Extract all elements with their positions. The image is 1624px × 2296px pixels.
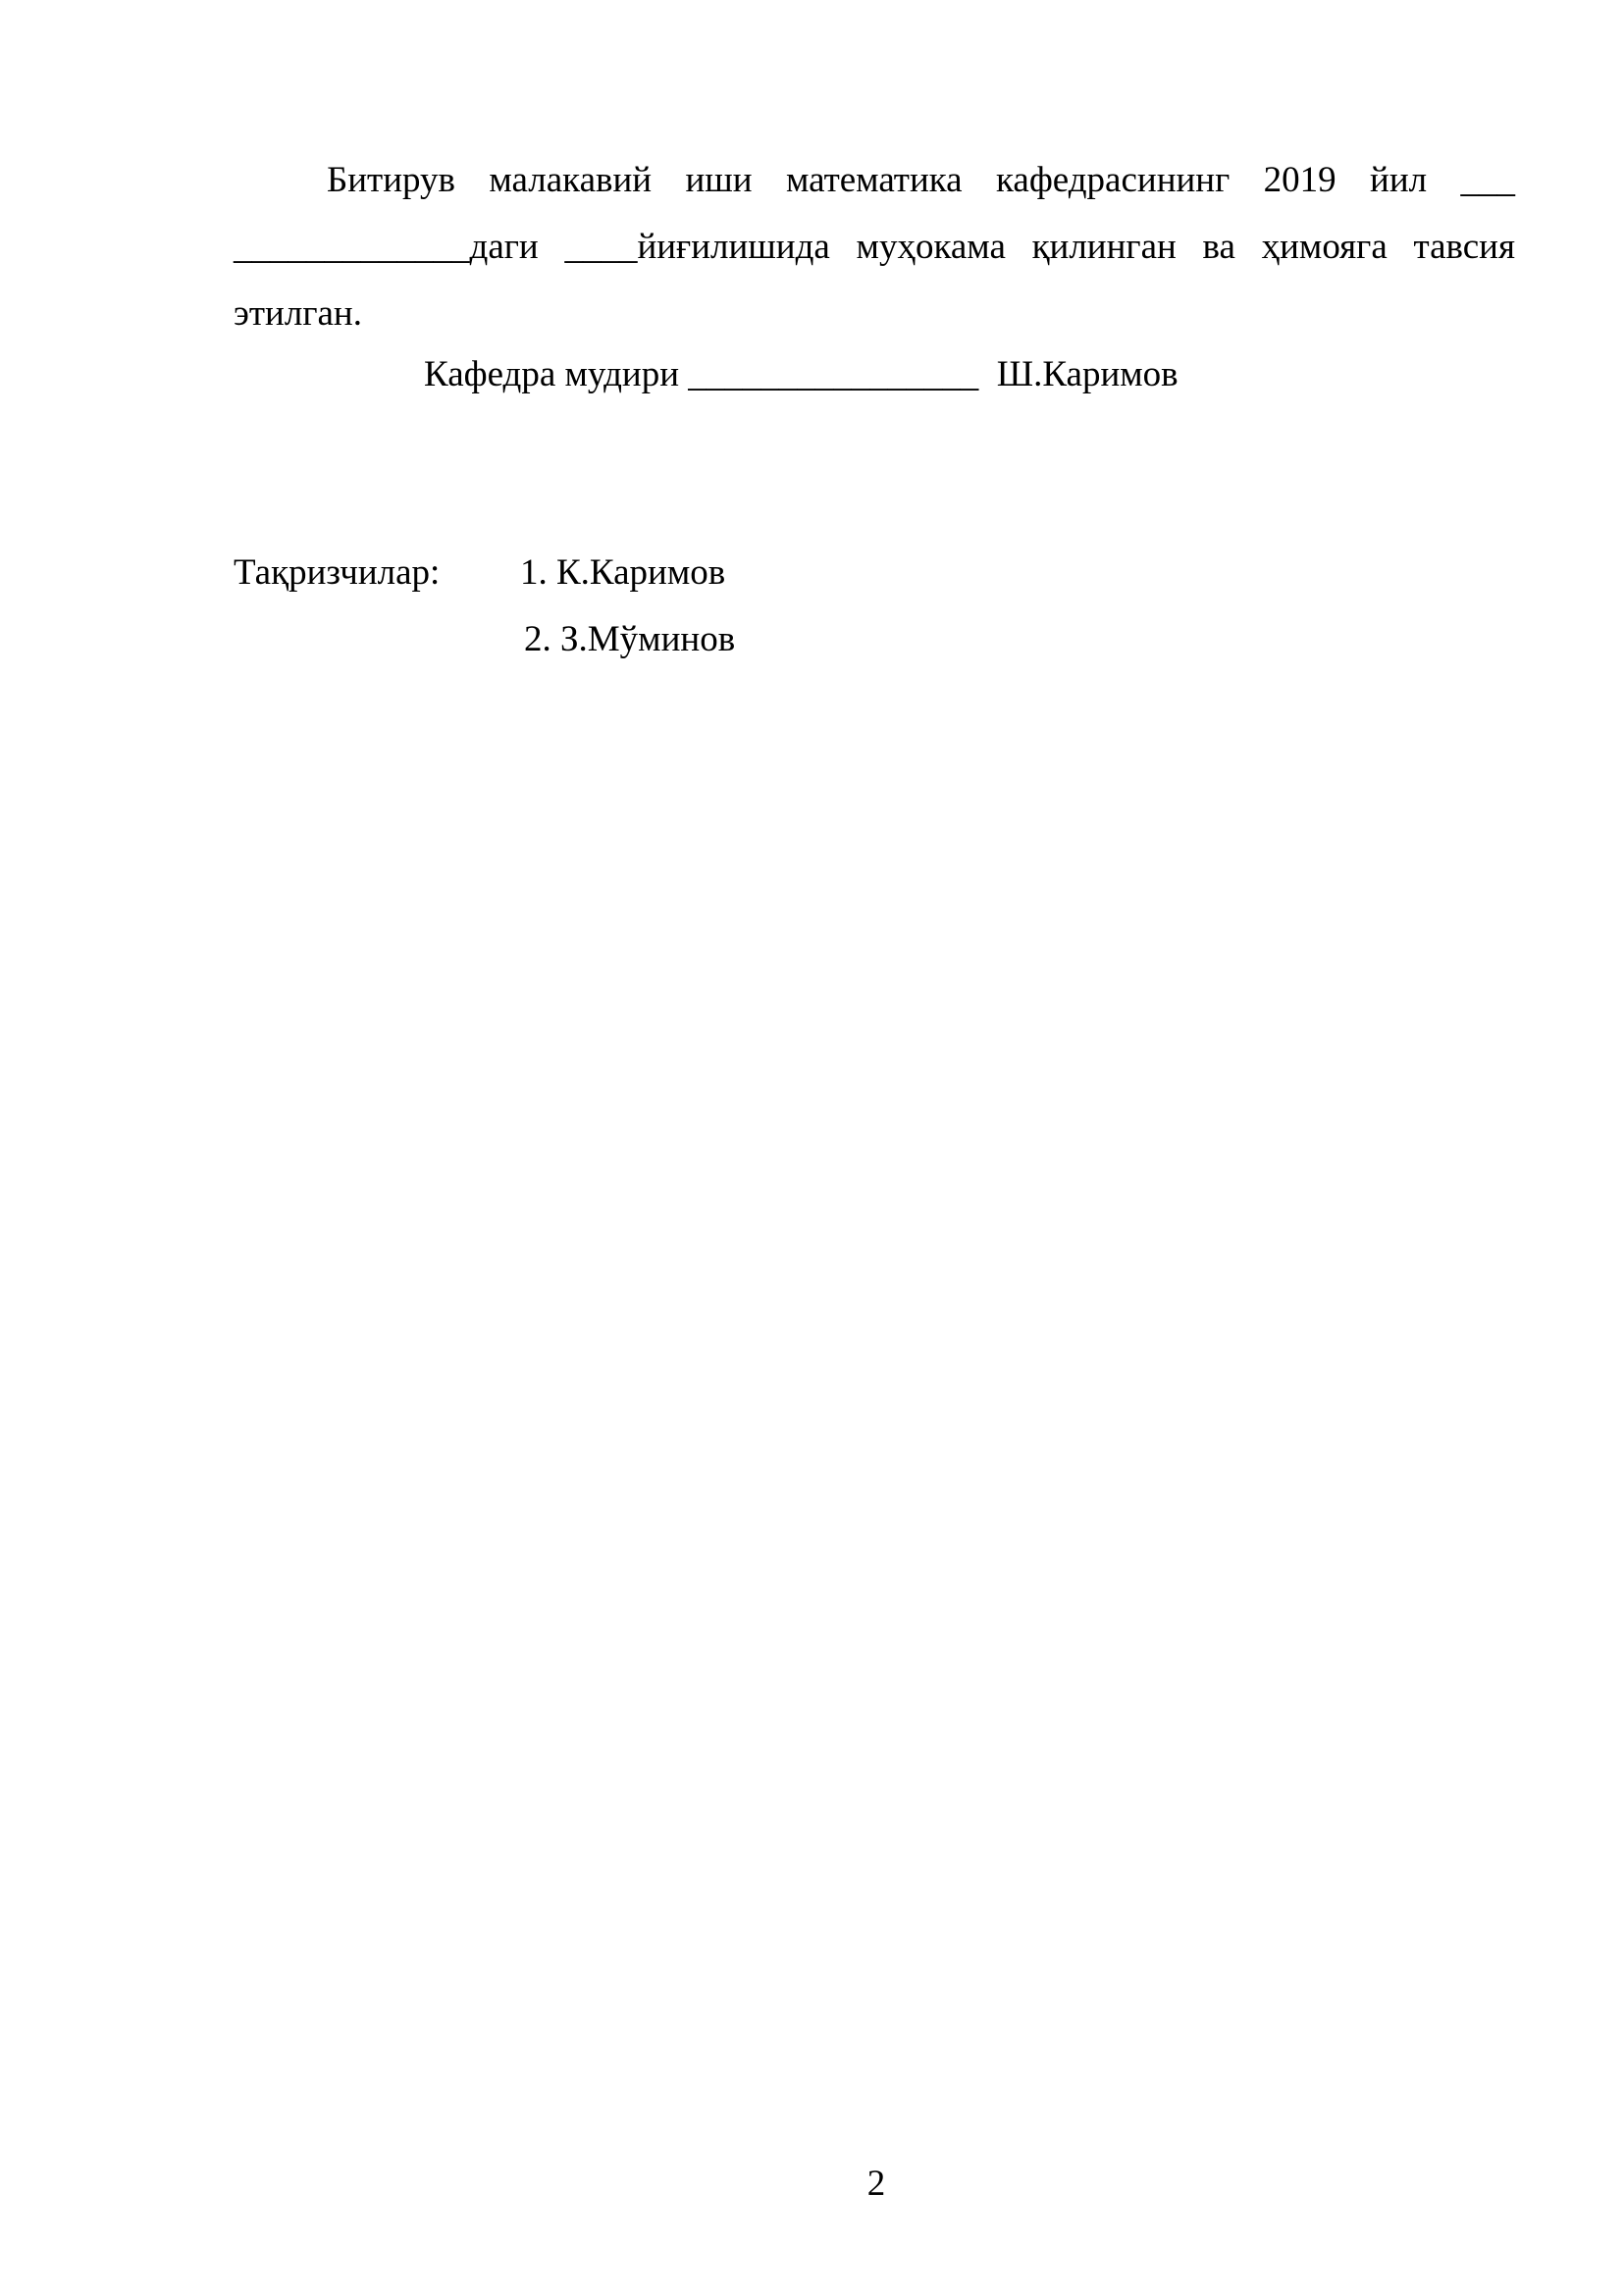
reviewers-label: Тақризчилар: (234, 552, 441, 593)
approval-text-part2: йиғилишида муҳокама қилинган ва ҳимояга тавсия этилган. (234, 227, 1515, 334)
department-head-signature-line: Кафедра мудири ________________ Ш.Каримов (424, 354, 1179, 394)
approval-text-part1: Битирув малакавий иши математика кафедрасининг 2019 йил ___ _____________даги (234, 160, 1515, 267)
reviewer-item: 1. К.Каримов (520, 552, 726, 593)
approval-meeting-number-blank: ____ (564, 227, 638, 267)
page-number: 2 (866, 2164, 886, 2204)
approval-paragraph (234, 147, 1515, 347)
reviewer-item: 2. З.Мўминов (524, 619, 736, 659)
